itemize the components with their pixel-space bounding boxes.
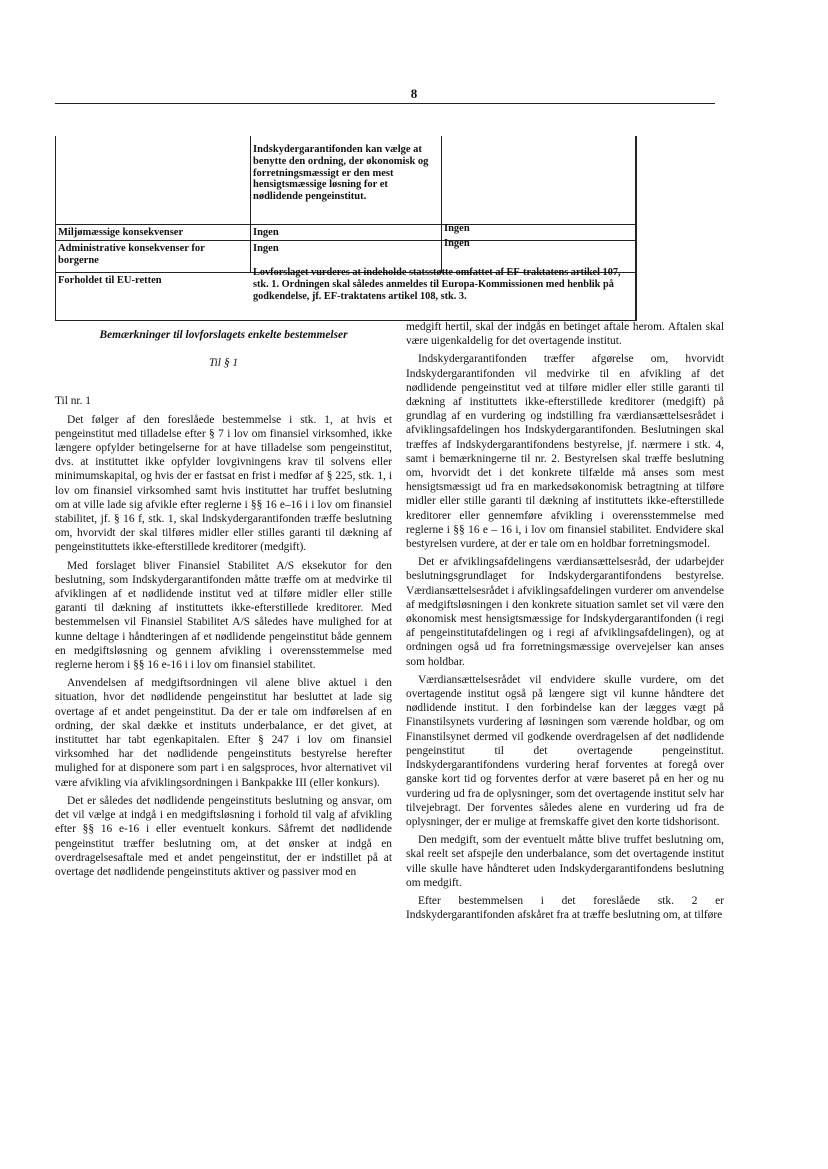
paragraph: Anvendelsen af medgiftsordningen vil alene blive aktuel i den situation, hvor det nødlidende pengeinstitut har besluttet at lade sig overtage af et andet pengeinstitut. Da der er tale om indførelsen af en ordning, der skal dække et instituts underbalance, er det givet, at instituttet har tabt egenkapitalen. Efter § 247 i lov om finansiel virksomhed har det nødlidende pengeinstituts bestyrelse herefter mulighed for at disponere som part i en salgsproces, hvor alternativet vil være afvikling via afviklingsordningen i Bankpakke III (eller konkurs).: [55, 677, 392, 789]
paragraph: Med forslaget bliver Finansiel Stabilitet A/S eksekutor for den beslutning, som Indskydergarantifonden måtte træffe om at medvirke til afviklingen af et nødlidende institut ved at tilføre midler eller stille garanti til dækning af instituttets ikke-efterstillede kreditorer. Med bestemmelsen vil Finansiel Stabilitet A/S således have mulighed for at kunne deltage i håndteringen af et nødlidende pengeinstitut både gennem en medgiftsløsning og gennem afvikling i overensstemmelse med reglerne herom i §§ 16 e-16 i i lov om finansiel stabilitet.: [55, 559, 392, 672]
table-cell-merged: Lovforslaget vurderes at indeholde statsstøtte omfattet af EF-traktatens artikel 107, stk. 1. Ordningen skal således anmeldes til Europa-Kommissionen med henblik på godkendelse, jf. EF-traktatens artikel 108, stk. 3.: [253, 267, 621, 302]
right-column: [406, 320, 724, 926]
remarks-heading: Bemærkninger til lovforslagets enkelte bestemmelser: [99, 329, 348, 341]
nr-heading: Til nr. 1: [55, 395, 91, 408]
paragraph: Den medgift, som der eventuelt måtte blive truffet beslutning om, skal reelt set afspejle den underbalance, som det overtagende institut ville skulle have håndteret uden Indskydergarantifondens beslutning om medgift.: [406, 834, 724, 889]
table-cell: Ingen: [444, 238, 470, 249]
left-column: [55, 328, 392, 883]
table-cell-row0: Indskydergarantifonden kan vælge at benytte den ordning, der økonomisk og forretningsmæssigt er den mest hensigtsmæssige løsning for et nødlidende pengeinstitut.: [253, 144, 429, 203]
paragraph: medgift hertil, skal der indgås en betinget aftale herom. Aftalen skal være uigenkaldelig for det overtagende institut.: [406, 321, 724, 348]
section-heading: Til § 1: [208, 357, 239, 370]
paragraph: Værdiansættelsesrådet vil endvidere skulle vurdere, om det overtagende institut også på længere sigt vil kunne håndtere det nødlidende institut. I den forbindelse kan der lægges vægt på Finanstilsynets vurdering af løsningen som værende holdbar, og om Finanstilsynet dermed vil godkende overdragelsen af det nødlidende pengeinstitut til det overtagende pengeinstitut. Indskydergarantifondens vurdering heraf forventes at foregå over ganske kort tid og forventes derfor at være baseret på en her og nu vurdering ud fra de oplysninger, som det overtagende institut selv har tilvejebragt. Der forventes således alene en vurdering ud fra de oplysninger, der er mulige at fremskaffe givet den korte tidshorisont.: [406, 673, 724, 828]
table-row-label: Miljømæssige konsekvenser: [58, 227, 184, 238]
table-cell: Ingen: [253, 227, 279, 238]
paragraph: Efter bestemmelsen i det foreslåede stk. 2 er Indskydergarantifonden afskåret fra at træffe beslutning om, at tilføre: [406, 894, 724, 922]
table-row-label: Forholdet til EU-retten: [58, 275, 162, 286]
table-row-label: Administrative konsekvenser for borgerne: [58, 243, 205, 266]
paragraph: Det er afviklingsafdelingens værdiansættelsesråd, der udarbejder beslutningsgrundlaget for Indskydergarantifondens bestyrelse. Værdiansættelsesrådet i afviklingsafdelingen vurderer om anvendelse af medgiftsløsningen i den konkrete situation samlet set vil være den økonomisk mest hensigtsmæssige for Indskydergarantifonden (i regi af pengeinstitutafdelingen og i regi af afviklingsafdelingen), og at ordningen også ud fra forretningsmæssige overvejelser kan anses som holdbar.: [406, 556, 724, 668]
header-rule: [55, 103, 715, 104]
paragraph: Det følger af den foreslåede bestemmelse i stk. 1, at hvis et pengeinstitut med tilladelse efter § 7 i lov om finansiel virksomhed, ikke længere opfylder betingelserne for at have tilladelse som pengeinstitut, dvs. at instituttet ikke opfylder lovgivningens krav til solvens eller minimumskapital, og hvis der er fastsat en frist i medfør af § 225, stk. 1, i lov om finansiel virksomhed samt hvis instituttet har truffet beslutning om at ville lade sig afvikle efter reglerne i §§ 16 e–16 i i lov om finansiel stabilitet, jf. § 16 f, stk. 1, skal Indskydergarantifonden træffe beslutning om, hvorvidt der skal tilføres midler eller stilles garanti til dækning af pengeinstituttets ikke-efterstillede kreditorer (medgift).: [55, 413, 392, 554]
table-cell: Ingen: [444, 223, 470, 234]
consequence-table: [55, 136, 637, 321]
paragraph: Indskydergarantifonden træffer afgørelse om, hvorvidt Indskydergarantifonden vil medvirke til en afvikling af det nødlidende pengeinstitut ved at tilføre midler eller stille garanti til dækning af instituttets ikke-efterstillede kreditorer (medgift) på grundlag af en vurdering og indstilling fra værdiansættelsesrådet i afviklingsafdelingen hos Indskydergarantifonden. Beslutningen skal træffes af Indskydergarantifondens bestyrelse, jf. nærmere i stk. 4, samt i bemærkningerne til nr. 2. Bestyrelsen skal træffe beslutning om, hvorvidt det i det konkrete tilfælde må anses som mest hensigtsmæssigt ud fra en markedsøkonomisk betragtning at tilføre midler eller stille garanti til dækning af instituttets ikke-efterstillede kreditorer eller gennemføre afvikling i overensstemmelse med reglerne i §§ 16 e – 16 i, i lov om finansiel stabilitet. Endvidere skal bestyrelsen vurdere, at der er tale om en holdbar forretningsmodel.: [406, 353, 724, 551]
page-number: 8: [410, 86, 418, 101]
table-cell: Ingen: [253, 243, 279, 254]
paragraph: Det er således det nødlidende pengeinstituts beslutning og ansvar, om det vil vælge at indgå i en medgiftsløsning i forhold til valg af afvikling efter §§ 16 e-16 i eller eventuelt konkurs. Såfremt det nødlidende pengeinstitut træffer beslutning om, at det ønsker at indgå en overdragelsesaftale med et andet pengeinstitut, der er indstillet på at overtage det nødlidende pengeinstituts aktiver og passiver mod en: [55, 794, 392, 878]
